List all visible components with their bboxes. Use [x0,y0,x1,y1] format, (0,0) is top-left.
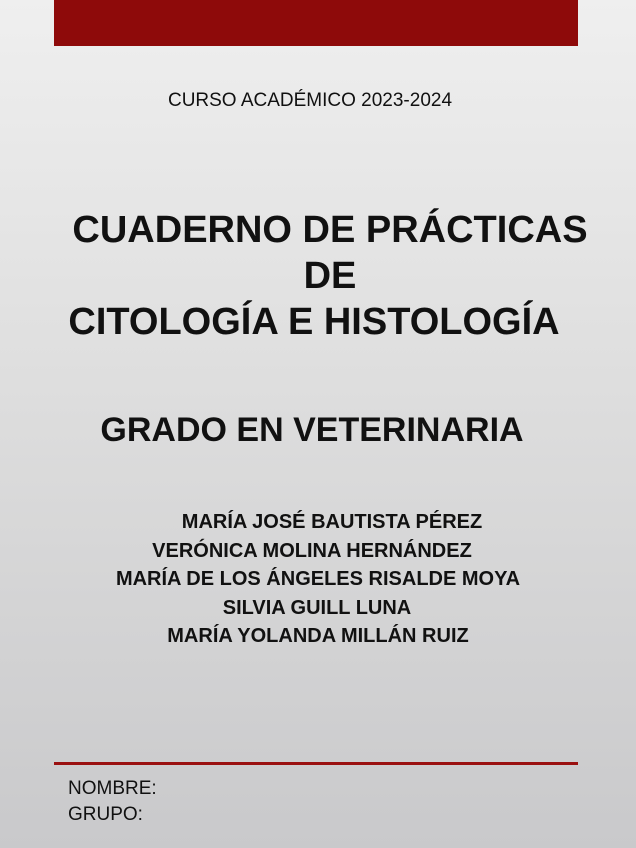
title-line-2: DE [303,255,357,297]
document-title [0,207,636,345]
author-name: MARÍA JOSÉ BAUTISTA PÉREZ [181,511,483,533]
student-fields [68,776,157,828]
author-name: VERÓNICA MOLINA HERNÁNDEZ [152,539,472,562]
author-name: MARÍA YOLANDA MILLÁN RUIZ [167,625,469,647]
academic-year [0,90,636,112]
academic-year-text: CURSO ACADÉMICO 2023-2024 [167,90,453,111]
name-field-label: NOMBRE: [68,778,157,799]
degree-heading [0,411,636,450]
author-name: SILVIA GUILL LUNA [222,596,412,619]
title-line-3: CITOLOGÍA E HISTOLOGÍA [68,301,560,343]
top-accent-bar [54,0,578,46]
authors-list [0,508,636,651]
author-name: MARÍA DE LOS ÁNGELES RISALDE MOYA [115,568,521,590]
degree-text: GRADO EN VETERINARIA [100,411,524,449]
group-field-label: GRUPO: [68,804,143,825]
bottom-divider [54,762,578,765]
title-line-1: CUADERNO DE PRÁCTICAS [72,209,588,251]
